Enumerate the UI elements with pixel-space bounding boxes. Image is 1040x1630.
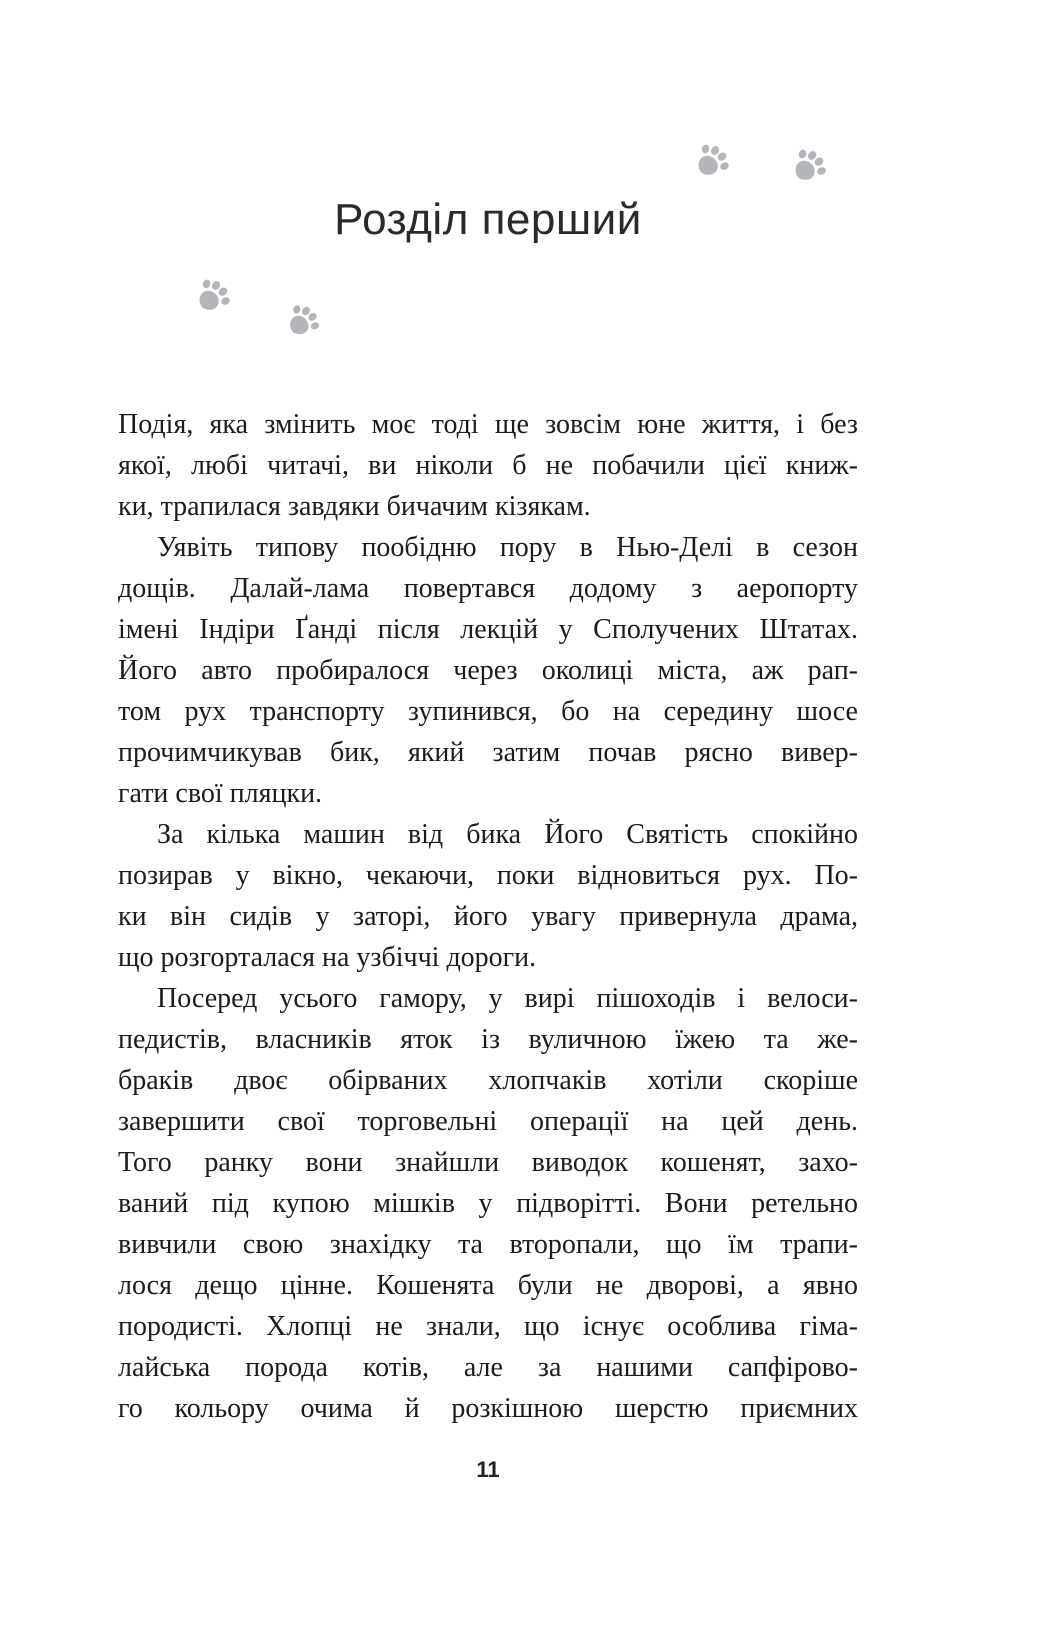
body-text-line: Уявіть типову пообідню пору в Нью-Делі в сезон [157, 532, 858, 563]
body-text-line: За кілька машин від бика Його Святість спокійно [157, 819, 858, 850]
body-text-line: ки, трапилася завдяки бичачим кізякам. [118, 491, 591, 522]
body-text-line: ки він сидів у заторі, його увагу привернула драма, [118, 901, 858, 932]
body-text-line: Його авто пробиралося через околиці міста, аж рап- [118, 655, 858, 686]
body-text-line: прочимчикував бик, який затим почав рясно вивер- [118, 737, 858, 768]
body-text-line: гати свої пляцки. [118, 778, 323, 809]
chapter-title: Розділ перший [334, 195, 642, 244]
body-text-line: Того ранку вони знайшли виводок кошенят, захо- [118, 1147, 858, 1178]
body-text-line: ваний під купою мішків у підворітті. Вони ретельно [118, 1188, 858, 1219]
body-text-line: дощів. Далай-лама повертався додому з аеропорту [118, 573, 858, 604]
body-text-line: го кольору очима й розкішною шерстю приємних [118, 1393, 858, 1424]
body-text-line: браків двоє обірваних хлопчаків хотіли скоріше [118, 1065, 858, 1096]
body-text-line: Посеред усього гамору, у вирі пішоходів і велоси- [157, 983, 858, 1014]
body-text-line: Подія, яка змінить моє тоді ще зовсім юне життя, і без [118, 409, 858, 440]
body-text-line: лайська порода котів, але за нашими сапфірово- [118, 1352, 858, 1383]
page-number: 11 [476, 1457, 500, 1482]
body-text-line: що розгорталася на узбіччі дороги. [118, 942, 537, 973]
body-text-line: лося дещо цінне. Кошенята були не дворові, а явно [118, 1270, 858, 1301]
paw-print-icon [681, 130, 743, 192]
body-text-line: педистів, власників яток із вуличною їжею та же- [118, 1024, 858, 1055]
body-text [118, 404, 858, 1429]
paw-print-icon [273, 291, 332, 350]
body-text-line: якої, любі читачі, ви ніколи б не побачили цієї книж- [118, 450, 858, 481]
body-text-line: завершити свої торговельні операції на цей день. [118, 1106, 858, 1137]
body-text-line: позирав у вікно, чекаючи, поки відновиться рух. По- [118, 860, 858, 891]
paw-print-icon [778, 135, 840, 197]
body-text-line: том рух транспорту зупинився, бо на середину шосе [118, 696, 858, 727]
body-text-line: імені Індіри Ґанді після лекцій у Сполучених Штатах. [118, 614, 858, 645]
paw-print-icon [182, 265, 244, 327]
body-text-line: вивчили свою знахідку та второпали, що їм трапи- [118, 1229, 858, 1260]
body-text-line: породисті. Хлопці не знали, що існує особлива гіма- [118, 1311, 858, 1342]
